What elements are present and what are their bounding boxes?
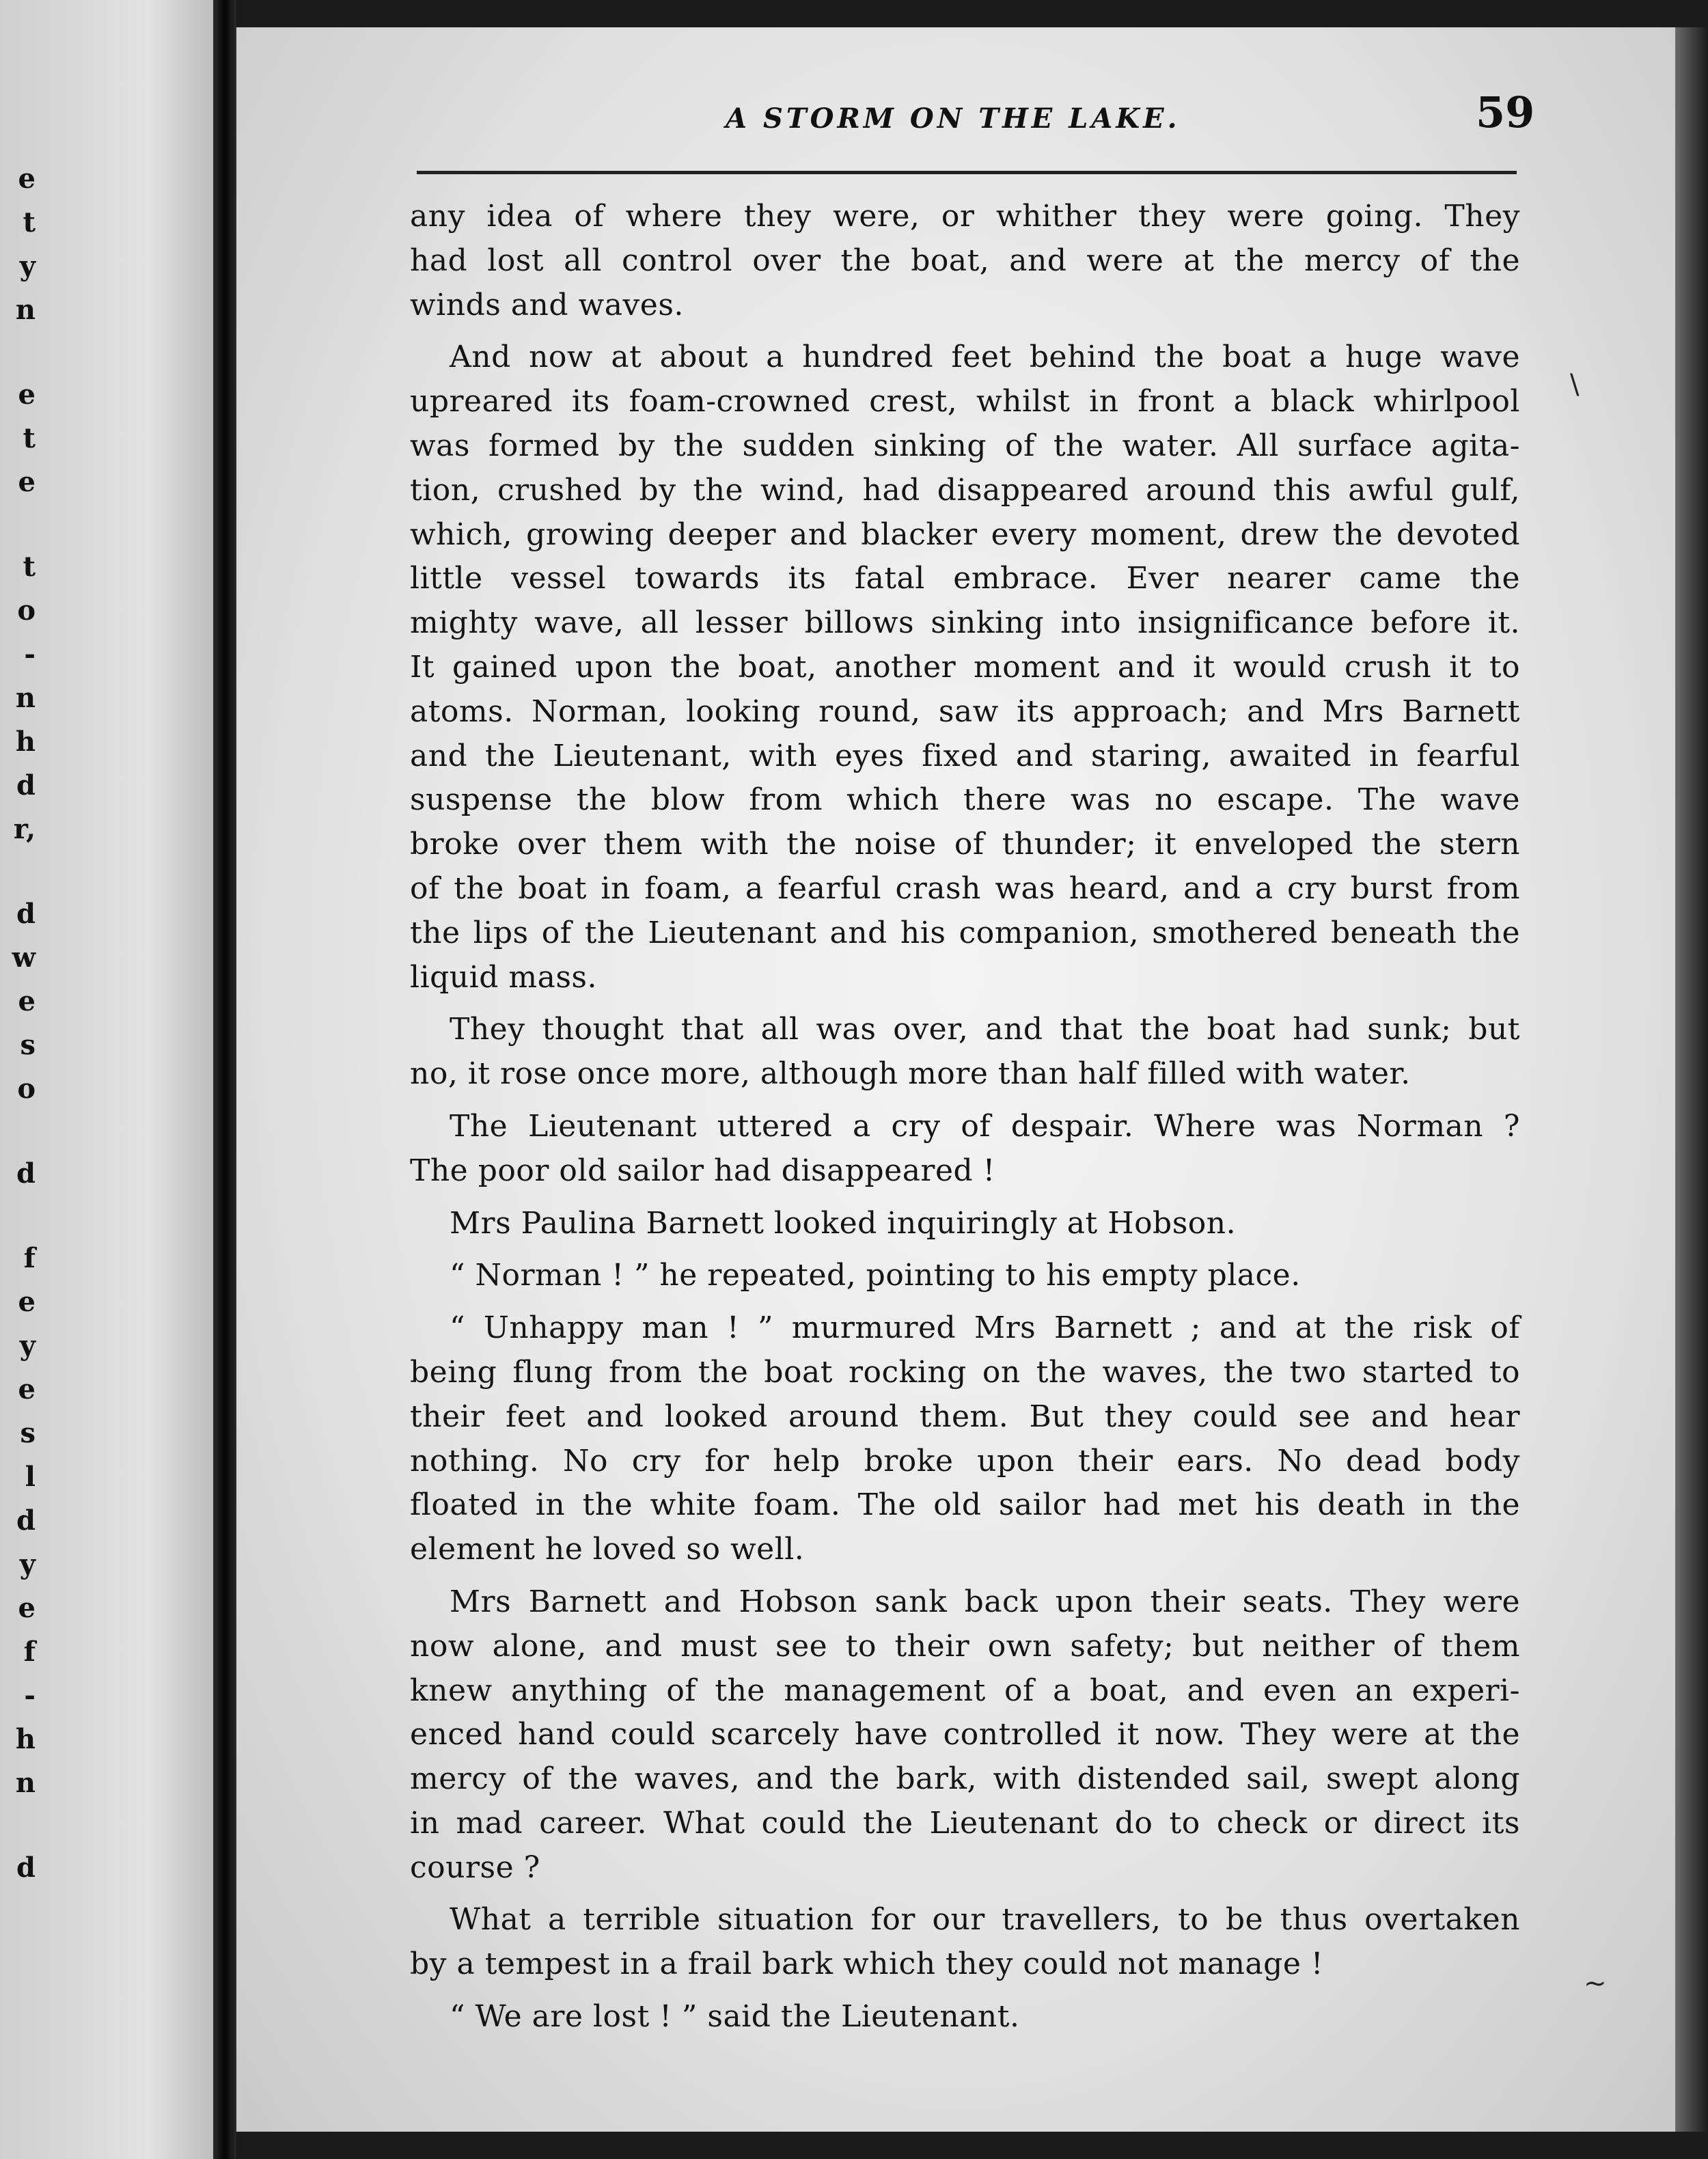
text-line: atoms. Norman, looking round, saw its approach; and Mrs Barnett — [410, 693, 1520, 729]
text-line: winds and waves. — [410, 287, 684, 322]
left-fragment — [0, 1196, 41, 1237]
text-line: which, growing deeper and blacker every moment, drew the devoted — [410, 517, 1520, 552]
text-line: now alone, and must see to their own safety; but neither of them — [410, 1628, 1520, 1664]
left-fragment: r, — [13, 813, 36, 845]
text-line: and the Lieutenant, with eyes fixed and staring, awaited in fearful — [410, 738, 1520, 773]
left-fragment: e — [18, 1592, 36, 1624]
left-fragment: e — [18, 1286, 36, 1318]
paragraph — [410, 1306, 1520, 1572]
text-line: no, it rose once more, although more than half filled with water. — [410, 1056, 1411, 1092]
text-line: upreared its foam-crowned crest, whilst in front a black whirlpool — [410, 384, 1520, 420]
left-fragment: h — [15, 1723, 36, 1755]
left-fragment: e — [18, 985, 36, 1017]
left-fragment: w — [12, 941, 36, 974]
header-rule — [417, 171, 1517, 174]
left-fragment: e — [18, 163, 36, 195]
left-fragment: t — [23, 206, 36, 238]
text-line: element he loved so well. — [410, 1532, 805, 1567]
text-line: And now at about a hundred feet behind the boat a huge wave — [450, 340, 1520, 375]
left-fragment — [0, 1111, 41, 1152]
left-page-edge — [0, 0, 213, 2159]
paragraph — [410, 195, 1520, 327]
left-fragment: y — [19, 1330, 36, 1362]
text-line: of the boat in foam, a fearful crash was heard, and a cry burst from — [410, 870, 1520, 906]
left-fragment: f — [23, 1636, 36, 1668]
paragraph — [410, 1202, 1520, 1246]
text-line: liquid mass. — [410, 959, 597, 995]
left-fragment: h — [15, 726, 36, 758]
left-fragment: d — [16, 1157, 36, 1189]
text-line: It gained upon the boat, another moment and it would crush it to — [410, 649, 1520, 685]
left-fragment: e — [18, 466, 36, 498]
text-line: any idea of where they were, or whither they were going. They — [410, 199, 1520, 234]
left-fragment: - — [24, 1679, 36, 1711]
text-line: “ Norman ! ” he repeated, pointing to his empty place. — [450, 1258, 1301, 1293]
text-line: being flung from the boat rocking on the waves, the two started to — [410, 1354, 1520, 1390]
page-number: 59 — [1476, 87, 1535, 137]
body-text — [410, 195, 1520, 2039]
text-line: was formed by the sudden sinking of the water. All surface agita- — [410, 428, 1520, 463]
text-line: The poor old sailor had disappeared ! — [410, 1153, 995, 1188]
text-line: enced hand could scarcely have controlled it now. They were at the — [410, 1717, 1520, 1752]
left-fragment — [0, 851, 41, 892]
left-fragment: t — [23, 422, 36, 454]
text-line: knew anything of the management of a boat, and even an experi- — [410, 1673, 1520, 1708]
text-line: floated in the white foam. The old sailor had met his death in the — [410, 1487, 1520, 1523]
left-fragment: d — [16, 898, 36, 930]
text-line: little vessel towards its fatal embrace. Ever nearer came the — [410, 561, 1520, 596]
text-line: course ? — [410, 1849, 540, 1885]
left-fragment: n — [15, 1767, 36, 1799]
paragraph — [410, 1254, 1520, 1298]
text-line: tion, crushed by the wind, had disappeared around this awful gulf, — [410, 472, 1520, 508]
left-fragment — [0, 332, 41, 373]
left-fragment — [0, 1805, 41, 1846]
text-line: The Lieutenant uttered a cry of despair. Where was Norman ? — [450, 1108, 1520, 1144]
text-line: their feet and looked around them. But they could see and hear — [410, 1399, 1520, 1434]
book-gutter — [213, 0, 236, 2159]
paragraph — [410, 1580, 1520, 1890]
left-fragment: n — [15, 294, 36, 326]
ink-speck: \ — [1570, 369, 1580, 400]
text-line: by a tempest in a frail bark which they could not manage ! — [410, 1947, 1324, 1982]
left-fragment: d — [16, 769, 36, 801]
text-line: broke over them with the noise of thunder; it enveloped the stern — [410, 827, 1520, 862]
left-fragment: s — [20, 1417, 36, 1449]
left-fragment: - — [24, 638, 36, 670]
left-fragment — [0, 504, 41, 545]
left-fragment: d — [16, 1852, 36, 1884]
left-page-fragments — [0, 157, 41, 1890]
text-line: What a terrible situation for our travellers, to be thus overtaken — [450, 1902, 1520, 1938]
left-fragment: o — [17, 1073, 36, 1105]
page-edge-shadow — [1675, 27, 1708, 2132]
text-line: “ We are lost ! ” said the Lieutenant. — [450, 1999, 1020, 2035]
left-fragment: o — [17, 594, 36, 627]
left-fragment: y — [19, 250, 36, 282]
ink-speck: ~ — [1584, 1968, 1607, 1999]
paragraph — [410, 1105, 1520, 1194]
text-line: Mrs Paulina Barnett looked inquiringly at Hobson. — [450, 1205, 1237, 1241]
left-fragment: f — [23, 1242, 36, 1274]
paragraph — [410, 335, 1520, 1000]
text-line: “ Unhappy man ! ” murmured Mrs Barnett ; and at the risk of — [450, 1310, 1520, 1346]
left-fragment: y — [19, 1548, 36, 1580]
text-line: mighty wave, all lesser billows sinking into insignificance before it. — [410, 605, 1520, 641]
text-line: suspense the blow from which there was no escape. The wave — [410, 782, 1520, 818]
left-fragment: e — [18, 1373, 36, 1405]
left-fragment: e — [18, 379, 36, 411]
paragraph — [410, 1898, 1520, 1987]
text-line: nothing. No cry for help broke upon their ears. No dead body — [410, 1443, 1520, 1479]
text-line: mercy of the waves, and the bark, with distended sail, swept along — [410, 1761, 1520, 1797]
left-fragment: n — [15, 682, 36, 714]
text-line: the lips of the Lieutenant and his companion, smothered beneath the — [410, 915, 1520, 950]
left-fragment: l — [25, 1461, 36, 1493]
text-line: Mrs Barnett and Hobson sank back upon their seats. They were — [450, 1584, 1520, 1619]
running-head: A STORM ON THE LAKE. — [726, 102, 1181, 135]
text-line: They thought that all was over, and that the boat had sunk; but — [450, 1012, 1520, 1047]
left-fragment: d — [16, 1504, 36, 1537]
paragraph — [410, 1008, 1520, 1097]
left-fragment: s — [20, 1029, 36, 1061]
text-line: in mad career. What could the Lieutenant do to check or direct its — [410, 1805, 1520, 1841]
paragraph — [410, 1995, 1520, 2039]
left-fragment: t — [23, 551, 36, 583]
text-line: had lost all control over the boat, and were at the mercy of the — [410, 243, 1520, 278]
